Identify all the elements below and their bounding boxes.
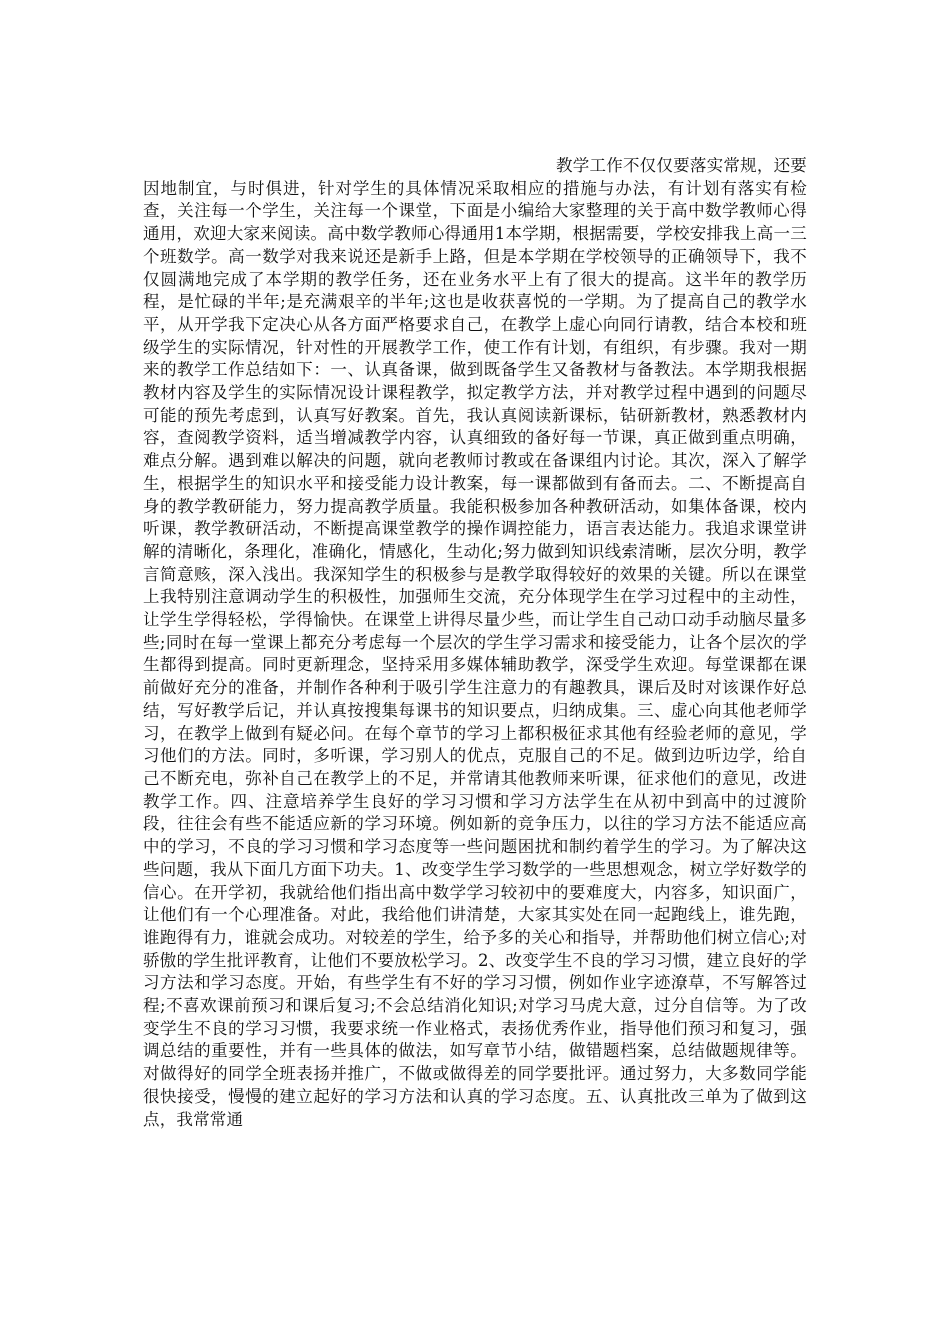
body-paragraph: 教学工作不仅仅要落实常规，还要因地制宜，与时俱进，针对学生的具体情况采取相应的措施与办法，有计划有落实有检查，关注每一个学生，关注每一个课堂，下面是小编给大家整理的关于高中数学教师心得通用，欢迎大家来阅读。高中数学教师心得通用1本学期，根据需要，学校安排我上高一三个班数学。高一数学对我来说还是新手上路，但是本学期在学校领导的正确领导下，我不仅圆满地完成了本学期的教学任务，还在业务水平上有了很大的提高。这半年的教学历程，是忙碌的半年;是充满艰辛的半年;这也是收获喜悦的一学期。为了提高自己的教学水平，从开学我下定决心从各方面严格要求自己，在教学上虚心向同行请教，结合本校和班级学生的实际情况，针对性的开展教学工作，使工作有计划，有组织，有步骤。我对一期来的教学工作总结如下：一、认真备课，做到既备学生又备教材与备教法。本学期我根据教材内容及学生的实际情况设计课程教学，拟定教学方法，并对教学过程中遇到的问题尽可能的预先考虑到，认真写好教案。首先，我认真阅读新课标，钻研新教材，熟悉教材内容，查阅教学资料，适当增减教学内容，认真细致的备好每一节课，真正做到重点明确，难点分解。遇到难以解决的问题，就向老教师讨教或在备课组内讨论。其次，深入了解学生，根据学生的知识水平和接受能力设计教案，每一课都做到有备而去。二、不断提高自身的教学教研能力，努力提高教学质量。我能积极参加各种教研活动，如集体备课，校内听课，教学教研活动，不断提高课堂教学的操作调控能力，语言表达能力。我追求课堂讲解的清晰化，条理化，准确化，情感化，生动化;努力做到知识线索清晰，层次分明，教学言简意赅，深入浅出。我深知学生的积极参与是教学取得较好的效果的关键。所以在课堂上我特别注意调动学生的积极性，加强师生交流，充分体现学生在学习过程中的主动性，让学生学得轻松，学得愉快。在课堂上讲得尽量少些，而让学生自己动口动手动脑尽量多些;同时在每一堂课上都充分考虑每一个层次的学生学习需求和接受能力，让各个层次的学生都得到提高。同时更新理念，坚持采用多媒体辅助教学，深受学生欢迎。每堂课都在课前做好充分的准备，并制作各种利于吸引学生注意力的有趣教具，课后及时对该课作好总结，写好教学后记，并认真按搜集每课书的知识要点，归纳成集。三、虚心向其他老师学习，在教学上做到有疑必问。在每个章节的学习上都积极征求其他有经验老师的意见，学习他们的方法。同时，多听课，学习别人的优点，克服自己的不足。做到边听边学，给自己不断充电，弥补自己在教学上的不足，并常请其他教师来听课，征求他们的意见，改进教学工作。四、注意培养学生良好的学习习惯和学习方法学生在从初中到高中的过渡阶段，往往会有些不能适应新的学习环境。例如新的竞争压力，以往的学习方法不能适应高中的学习，不良的学习习惯和学习态度等一些问题困扰和制约着学生的学习。为了解决这些问题，我从下面几方面下功夫。1、改变学生学习数学的一些思想观念，树立学好数学的信心。在开学初，我就给他们指出高中数学学习较初中的要难度大，内容多，知识面广，让他们有一个心理准备。对此，我给他们讲清楚，大家其实处在同一起跑线上，谁先跑，谁跑得有力，谁就会成功。对较差的学生，给予多的关心和指导，并帮助他们树立信心;对骄傲的学生批评教育，让他们不要放松学习。2、改变学生不良的学习习惯，建立良好的学习方法和学习态度。开始，有些学生有不好的学习习惯，例如作业字迹潦草，不写解答过程;不喜欢课前预习和课后复习;不会总结消化知识;对学习马虎大意，过分自信等。为了改变学生不良的学习习惯，我要求统一作业格式，表扬优秀作业，指导他们预习和复习，强调总结的重要性，并有一些具体的做法，如写章节小结，做错题档案，总结做题规律等。对做得好的同学全班表扬并推广，不做或做得差的同学要批评。通过努力，大多数同学能很快接受，慢慢的建立起好的学习方法和认真的学习态度。五、认真批改三单为了做到这点，我常常通 — [143, 156, 807, 1129]
